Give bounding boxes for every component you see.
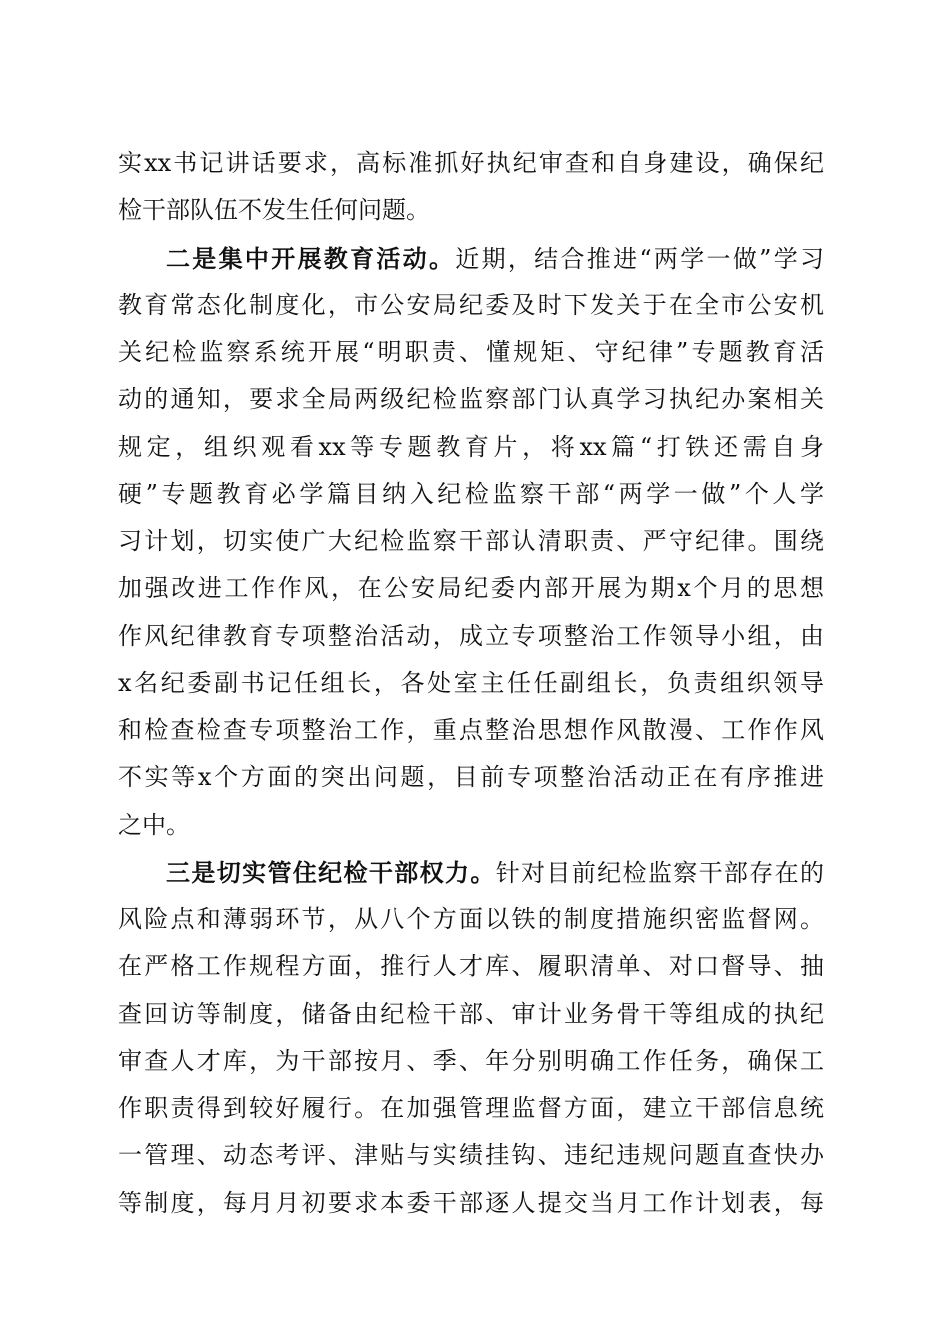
body-text: 近期，结合推进“两学一做”学习 — [455, 244, 824, 273]
text-line — [118, 235, 824, 282]
text-line — [118, 471, 824, 518]
body-text: 风险点和薄弱环节，从八个方面以铁的制度措施织密监督网。 — [118, 905, 824, 933]
body-text: 硬”专题教育必学篇目纳入纪检监察干部“两学一做”个人学 — [118, 479, 824, 508]
body-text: 在严格工作规程方面，推行人才库、履职清单、对口督导、抽 — [118, 952, 824, 981]
text-line — [118, 754, 824, 801]
body-text: 不实等x个方面的突出问题，目前专项整治活动正在有序推进 — [118, 763, 824, 792]
text-line — [118, 991, 824, 1038]
body-text: 等制度，每月月初要求本委干部逐人提交当月工作计划表，每 — [118, 1188, 824, 1217]
body-text: 加强改进工作作风，在公安局纪委内部开展为期x个月的思想 — [118, 574, 824, 603]
text-line — [118, 565, 824, 612]
text-line — [118, 943, 824, 990]
text-line — [118, 1132, 824, 1179]
text-line — [118, 802, 824, 849]
body-text: 和检查检查专项整治工作，重点整治思想作风散漫、工作作风 — [118, 716, 824, 744]
body-text: 习计划，切实使广大纪检监察干部认清职责、严守纪律。围绕 — [118, 527, 824, 555]
text-line — [118, 376, 824, 423]
text-line — [118, 518, 824, 565]
body-text: 教育常态化制度化，市公安局纪委及时下发关于在全市公安机 — [118, 290, 824, 319]
body-text: 作风纪律教育专项整治活动，成立专项整治工作领导小组，由 — [118, 621, 824, 650]
text-line — [118, 282, 824, 329]
body-text: 实xx书记讲话要求，高标准抓好执纪审查和自身建设，确保纪 — [118, 149, 824, 177]
text-line — [118, 896, 824, 943]
body-text: 一管理、动态考评、津贴与实绩挂钩、违纪违规问题直查快办 — [118, 1141, 824, 1170]
body-text: 之中。 — [118, 810, 190, 839]
text-line — [118, 329, 824, 376]
text-line — [118, 849, 824, 896]
body-text: 查回访等制度，储备由纪检干部、审计业务骨干等组成的执纪 — [118, 999, 824, 1028]
text-line — [118, 140, 824, 187]
text-line — [118, 660, 824, 707]
bold-heading-text: 三是切实管住纪检干部权力。 — [166, 857, 496, 887]
body-text: 检干部队伍不发生任何问题。 — [118, 196, 430, 225]
text-line — [118, 1180, 824, 1227]
body-text: 审查人才库，为干部按月、季、年分别明确工作任务，确保工 — [118, 1046, 824, 1075]
text-line — [118, 613, 824, 660]
bold-heading-text: 二是集中开展教育活动。 — [166, 243, 456, 273]
body-text: x名纪委副书记任组长，各处室主任任副组长，负责组织领导 — [118, 668, 824, 697]
text-line — [118, 187, 824, 234]
text-line — [118, 707, 824, 754]
body-text: 动的通知，要求全局两级纪检监察部门认真学习执纪办案相关 — [118, 385, 824, 414]
body-text: 规定，组织观看xx等专题教育片，将xx篇“打铁还需自身 — [118, 432, 824, 461]
text-line — [118, 1085, 824, 1132]
text-line — [118, 424, 824, 471]
body-text: 关纪检监察系统开展“明职责、懂规矩、守纪律”专题教育活 — [118, 338, 824, 366]
document-body — [118, 140, 824, 1227]
body-text: 针对目前纪检监察干部存在的 — [495, 858, 825, 887]
text-line — [118, 1038, 824, 1085]
body-text: 作职责得到较好履行。在加强管理监督方面，建立干部信息统 — [118, 1094, 824, 1122]
